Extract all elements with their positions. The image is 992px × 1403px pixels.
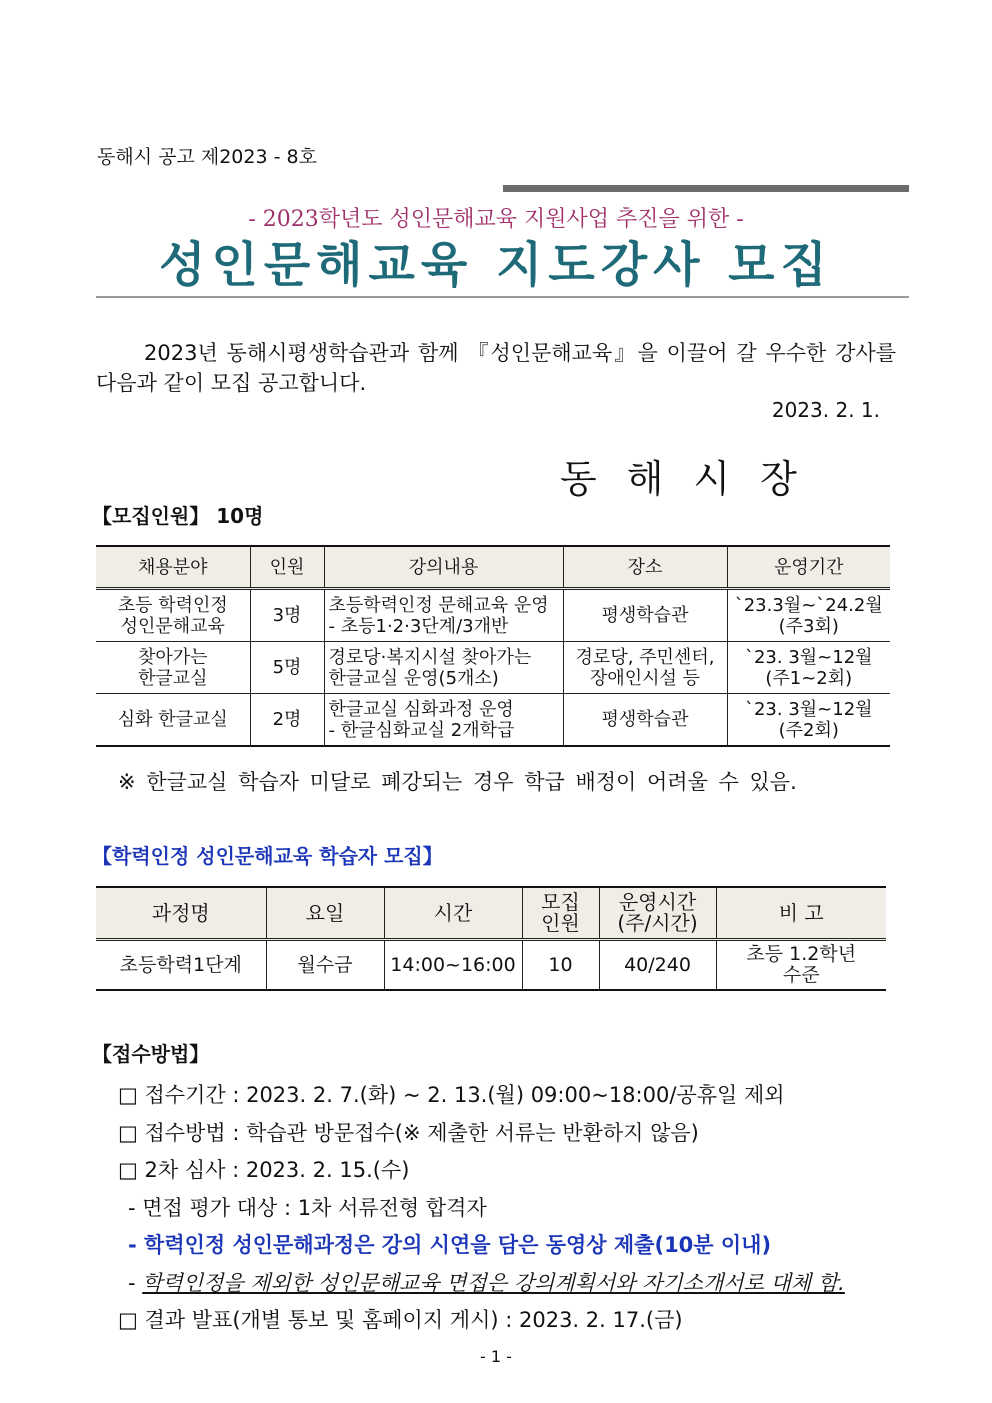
dash-marker: -: [128, 1270, 143, 1295]
header-cell: 과정명: [96, 887, 266, 940]
count-cell: 2명: [250, 694, 324, 747]
period-cell: `23.3월~`24.2월 (주3회): [727, 589, 890, 642]
apply-heading: 【접수방법】: [92, 1042, 210, 1066]
place-cell: 평생학습관: [563, 589, 727, 642]
header-cell: 모집 인원: [522, 887, 599, 940]
period-cell: `23. 3월~12월 (주1~2회): [727, 642, 890, 694]
list-item: □ 2차 심사 : 2023. 2. 15.(수): [118, 1158, 410, 1182]
content-cell: 초등학력인정 문해교육 운영 - 초등1·2·3단계/3개반: [324, 589, 563, 642]
period-cell: `23. 3월~12월 (주2회): [727, 694, 890, 747]
course-cell: 초등학력1단계: [96, 940, 266, 991]
header-cell: 운영기간: [727, 546, 890, 589]
title-divider: [96, 296, 909, 298]
place-cell: 평생학습관: [563, 694, 727, 747]
header-cell: 운영시간 (주/시간): [599, 887, 716, 940]
recruit-heading: 【모집인원】 10명: [92, 504, 264, 528]
table-row: [96, 694, 890, 747]
table-row: [96, 642, 890, 694]
apply-list: [118, 1077, 918, 1340]
notice-number: 동해시 공고 제2023 - 8호: [97, 146, 317, 168]
count-cell: 3명: [250, 589, 324, 642]
time-cell: 14:00~16:00: [384, 940, 522, 991]
header-cell: 채용분야: [96, 546, 250, 589]
place-cell: 경로당, 주민센터, 장애인시설 등: [563, 642, 727, 694]
hours-cell: 40/240: [599, 940, 716, 991]
issuer-name: 동해시장: [560, 457, 827, 501]
field-cell: 찾아가는 한글교실: [96, 642, 250, 694]
field-cell: 초등 학력인정 성인문해교육: [96, 589, 250, 642]
content-cell: 경로당·복지시설 찾아가는 한글교실 운영(5개소): [324, 642, 563, 694]
learners-heading: 【학력인정 성인문해교육 학습자 모집】: [92, 844, 443, 868]
intro-paragraph: 2023년 동해시평생학습관과 함께 『성인문해교육』을 이끌어 갈 우수한 강사를 다음과 같이 모집 공고합니다.: [96, 341, 896, 395]
page-number: - 1 -: [480, 1347, 512, 1366]
learners-table: [96, 886, 886, 991]
header-cell: 비 고: [716, 887, 886, 940]
recruit-note: ※ 한글교실 학습자 미달로 폐강되는 경우 학급 배정이 어려울 수 있음.: [118, 770, 797, 794]
table-row: [96, 589, 890, 642]
list-item: - 학력인정 성인문해과정은 강의 시연을 담은 동영상 제출(10분 이내): [128, 1233, 772, 1257]
list-item: □ 결과 발표(개별 통보 및 홈페이지 게시) : 2023. 2. 17.(금): [118, 1308, 683, 1332]
recruit-header-row: [96, 546, 890, 589]
capacity-cell: 10: [522, 940, 599, 991]
page-title: 성인문해교육 지도강사 모집: [159, 237, 833, 293]
notice-date: 2023. 2. 1.: [771, 398, 880, 422]
header-cell: 강의내용: [324, 546, 563, 589]
subtitle: - 2023학년도 성인문해교육 지원사업 추진을 위한 -: [248, 207, 744, 232]
days-cell: 월수금: [266, 940, 384, 991]
header-cell: 시간: [384, 887, 522, 940]
list-item: - 면접 평가 대상 : 1차 서류전형 합격자: [128, 1195, 487, 1220]
header-cell: 인원: [250, 546, 324, 589]
count-cell: 5명: [250, 642, 324, 694]
table-row: [96, 940, 886, 991]
header-cell: 장소: [563, 546, 727, 589]
learners-header-row: [96, 887, 886, 940]
content-cell: 한글교실 심화과정 운영 - 한글심화교실 2개학급: [324, 694, 563, 747]
recruit-table: [96, 545, 890, 747]
list-item: □ 접수방법 : 학습관 방문접수(※ 제출한 서류는 반환하지 않음): [118, 1120, 699, 1145]
header-bar: [503, 185, 909, 192]
header-cell: 요일: [266, 887, 384, 940]
remark-cell: 초등 1.2학년 수준: [716, 940, 886, 991]
list-item: □ 접수기간 : 2023. 2. 7.(화) ~ 2. 13.(월) 09:00~18:00/공휴일 제외: [118, 1083, 785, 1107]
list-item: [118, 1265, 918, 1303]
field-cell: 심화 한글교실: [96, 694, 250, 747]
list-item-text: 학력인정을 제외한 성인문해교육 면접은 강의계획서와 자기소개서로 대체 함.: [142, 1270, 845, 1295]
